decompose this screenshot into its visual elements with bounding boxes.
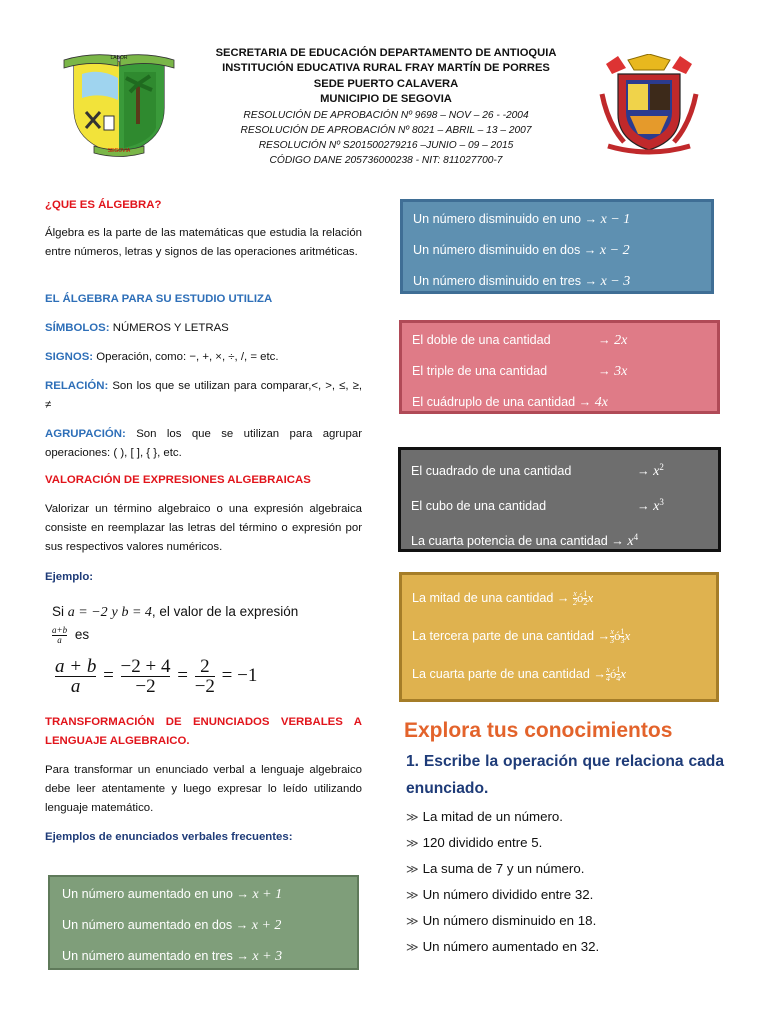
municipal-crest-logo	[598, 54, 700, 158]
logo-top-text: LABOR	[110, 55, 128, 61]
list-item: ≫ Un número aumentado en 32.	[406, 939, 600, 954]
ejemplos-title: Ejemplos de enunciados verbales frecuentes:	[45, 831, 293, 843]
transformacion-section	[45, 713, 362, 847]
document-header	[170, 46, 602, 168]
valoracion-body: Valorizar un término algebraico o una expresión algebraica consiste en reemplazar las letras del término o expresión por sus respectivos valores numéricos.	[45, 503, 362, 553]
ejemplo-y: y	[111, 605, 118, 620]
double-chevron-icon: ≫	[406, 862, 419, 876]
fracciones-row-3: La cuarta parte de una cantidad → $\frac{x}{4}$ ó $\frac{1}{4}$ x	[412, 665, 627, 684]
header-resolution-3: RESOLUCIÓN Nº S201500279216 –JUNIO – 09 – 2015	[258, 140, 514, 152]
header-resolution-1: RESOLUCIÓN DE APROBACIÓN Nº 9698 – NOV – 26 - -2004	[243, 109, 529, 121]
relacion-line	[45, 377, 362, 415]
signos-text: Operación, como: −, +, ×, ÷, /, = etc.	[93, 351, 279, 363]
ejemplo-b-value: b = 4	[121, 605, 152, 620]
ejemplo-si: Si	[52, 604, 65, 619]
double-chevron-icon: ≫	[406, 940, 419, 954]
small-fraction: $\frac{a+b}{a}$	[52, 624, 68, 645]
relacion-text: Son los que se utilizan para comparar,<, >, ≤, ≥, ≠	[45, 380, 362, 411]
que-es-algebra-section	[45, 196, 362, 262]
list-item: ≫ La mitad de un número.	[406, 809, 564, 824]
simbolos-text: NÚMEROS Y LETRAS	[109, 322, 229, 334]
list-item: ≫ Un número disminuido en 18.	[406, 913, 597, 928]
header-line-2: INSTITUCIÓN EDUCATIVA RURAL FRAY MARTÍN DE PORRES	[222, 62, 550, 75]
valoracion-section	[45, 471, 362, 557]
valoracion-title: VALORACIÓN DE EXPRESIONES ALGEBRAICAS	[45, 474, 311, 486]
box-aumentado	[48, 875, 359, 970]
multiplos-row-3: El cuádruplo de una cantidad → 4x	[412, 395, 608, 410]
exercise-list	[406, 804, 599, 960]
uses-title: EL ÁLGEBRA PARA SU ESTUDIO UTILIZA	[45, 293, 273, 305]
box-potencias	[398, 447, 721, 552]
box-disminuido	[400, 199, 714, 294]
list-item: ≫ Un número dividido entre 32.	[406, 887, 594, 902]
fracciones-row-2: La tercera parte de una cantidad → $\frac{x}{3}$ ó $\frac{1}{3}$ x	[412, 627, 631, 646]
box-fracciones	[399, 572, 719, 702]
transformacion-body: Para transformar un enunciado verbal a lenguaje algebraico debe leer atentamente y luego expresar lo leído utilizando lenguaje matemático.	[45, 764, 362, 814]
aumentado-row-1: Un número aumentado en uno → x + 1	[62, 887, 283, 902]
signos-line	[45, 348, 362, 367]
relacion-label: RELACIÓN:	[45, 380, 109, 392]
ejemplo-section	[45, 568, 362, 587]
que-es-algebra-title: ¿QUE ES ÁLGEBRA?	[45, 199, 162, 211]
signos-label: SIGNOS:	[45, 351, 94, 363]
aumentado-row-2: Un número aumentado en dos → x + 2	[62, 918, 282, 933]
aumentado-row-3: Un número aumentado en tres → x + 3	[62, 949, 283, 964]
equation-term-1: $\frac{a + b}{a}$	[55, 656, 97, 697]
double-chevron-icon: ≫	[406, 810, 419, 824]
ejemplo-statement	[52, 602, 372, 645]
equation-term-2: $\frac{-2 + 4}{-2}$	[120, 656, 171, 697]
agrupacion-text: Son los que se utilizan para agrupar operaciones: ( ), [ ], { }, etc.	[45, 428, 362, 459]
equation-term-3: $\frac{2}{-2}$	[194, 656, 215, 697]
explora-title: Explora tus conocimientos	[404, 719, 673, 742]
ejemplo-expression-line	[52, 625, 372, 645]
header-line-1: SECRETARIA DE EDUCACIÓN DEPARTAMENTO DE ANTIOQUIA	[215, 47, 557, 59]
school-shield-logo	[60, 50, 178, 158]
double-chevron-icon: ≫	[406, 836, 419, 850]
fracciones-row-1: La mitad de una cantidad → $\frac{x}{2}$ ó $\frac{1}{2}$ x	[412, 589, 594, 608]
list-item: ≫ La suma de 7 y un número.	[406, 861, 585, 876]
potencias-row-3: La cuarta potencia de una cantidad → $x^4$	[411, 532, 639, 550]
logo-bottom-text: SEGOVIA	[107, 148, 131, 154]
header-line-3: SEDE PUERTO CALAVERA	[313, 77, 459, 90]
multiplos-row-1: El doble de una cantidad → 2x	[412, 333, 628, 348]
ejemplo-title: Ejemplo:	[45, 571, 94, 583]
potencias-row-1: El cuadrado de una cantidad → $x^2$	[411, 462, 664, 480]
ejemplo-text: , el valor de la expresión	[151, 604, 299, 619]
uses-section	[45, 290, 362, 463]
disminuido-row-3: Un número disminuido en tres → x − 3	[413, 274, 631, 289]
agrupacion-label: AGRUPACIÓN:	[45, 428, 126, 440]
disminuido-row-1: Un número disminuido en uno → x − 1	[413, 212, 631, 227]
ejemplo-a-value: a = −2	[67, 605, 108, 620]
header-dane-code: CÓDIGO DANE 205736000238 - NIT: 811027700-7	[269, 155, 503, 167]
disminuido-row-2: Un número disminuido en dos → x − 2	[413, 243, 630, 258]
transformacion-title: TRANSFORMACIÓN DE ENUNCIADOS VERBALES A LENGUAJE ALGEBRAICO.	[45, 716, 362, 747]
header-line-4: MUNICIPIO DE SEGOVIA	[320, 93, 452, 106]
header-resolution-2: RESOLUCIÓN DE APROBACIÓN Nº 8021 – ABRIL – 13 – 2007	[240, 124, 532, 136]
simbolos-label: SÍMBOLOS:	[45, 322, 110, 334]
list-item: ≫ 120 dividido entre 5.	[406, 835, 543, 850]
multiplos-row-2: El triple de una cantidad → 3x	[412, 364, 628, 379]
double-chevron-icon: ≫	[406, 914, 419, 928]
ejemplo-es: es	[74, 627, 90, 642]
double-chevron-icon: ≫	[406, 888, 419, 902]
simbolos-line	[45, 319, 362, 338]
potencias-row-2: El cubo de una cantidad → $x^3$	[411, 497, 664, 515]
ejemplo-equation: $\frac{a + b}{a}$ = $\frac{-2 + 4}{-2}$ = $\frac{2}{-2}$ = −1	[55, 656, 258, 697]
que-es-algebra-body: Álgebra es la parte de las matemáticas que estudia la relación entre números, letras y signos de las operaciones aritméticas.	[45, 227, 362, 258]
question-1: 1. Escribe la operación que relaciona cada enunciado.	[406, 753, 724, 797]
box-multiplos	[399, 320, 720, 414]
agrupacion-line	[45, 425, 362, 463]
